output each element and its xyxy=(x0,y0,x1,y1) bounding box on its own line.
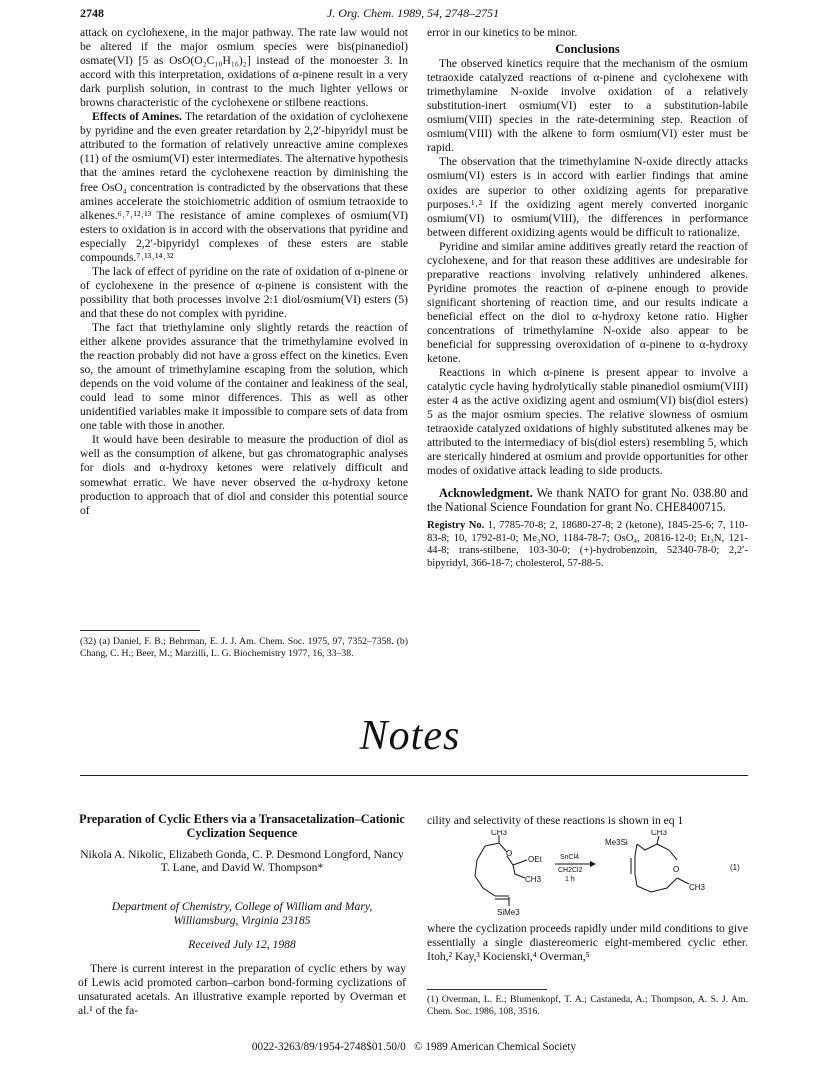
publication-code: 0022-3263/89/1954-2748$01.50/0 xyxy=(251,1041,406,1053)
running-header xyxy=(80,6,746,22)
paragraph-text: 1, 7785-70-8; 2, 18680-27-8; 2 (ketone), 1845-25-6; 7, 110-83-8; 10, 1792-81-0; Me₃NO, 1184-78-7; OsO₄, 20816-12-0; Et₃N, 121-44-8; trans-stilbene, 103-30-0; (+)-hydrobenzoin, 52340-78-0; 2,2′-bipyridyl, 366-18-7; cholesterol, 57-88-5. xyxy=(427,520,748,569)
paragraph: Pyridine and similar amine additives greatly retard the reaction of cyclohexene, and for that reason these additives are undesirable for preparative reactions involving relatively unhindered alkenes. Pyridine promotes the reaction of α-pinene enough to provide significant shortening of reaction time, and our results indicate a beneficial effect on the diol to α-hydroxy ketone ratio. Higher concentrations of trimethylamine N-oxide also appear to be beneficial for suppressing overoxidation of α-pinene to α-hydroxy ketone. xyxy=(427,239,748,366)
paragraph: The fact that triethylamine only slightly retards the reaction of either alkene provides assurance that the trimethylamine evolved in the reaction probably did not have a gross effect on the kinetics. Even so, the amount of trimethylamine escaping from the solution, which depends on the void volume of the container and leakiness of the seal, could lead to some minor differences. This as well as other unidentified variables make it impossible to compare sets of data from one table with those in another. xyxy=(80,320,408,433)
article-title: Preparation of Cyclic Ethers via a Transacetalization–Cationic Cyclization Sequence xyxy=(79,812,405,840)
paragraph: The observed kinetics require that the mechanism of the osmium tetraoxide catalyzed reactions of α-pinene and cyclohexene with trimethylamine N-oxide involve oxidation of a relatively substitution-inert osmium(VI) ester to a substitution-labile osmium(VIII) species in the rate-determining step. Reaction of osmium(VIII) with the alkene to form osmium(VI) ester must be rapid. xyxy=(427,57,748,155)
footnote-rule xyxy=(427,989,547,990)
oet-label: OEt xyxy=(528,855,542,864)
footnote: (32) (a) Daniel, F. B.; Behrman, E. J. J. Am. Chem. Soc. 1975, 97, 7352–7358. (b) Chang, C. H.; Beer, M.; Marzilli, L. G. Biochemistry 1977, 16, 33–38. xyxy=(80,636,408,659)
paragraph: The observation that the trimethylamine N-oxide directly attacks osmium(VI) esters is in accord with earlier findings that amine oxides are superior to other oxidizing agents for preparative purposes.¹˒² If the oxidizing agent merely converted inorganic osmium(VI) to osmium(VIII), the differences in performance between different oxidizing agents would be difficult to rationalize. xyxy=(427,155,748,239)
paragraph-text: We thank NATO for grant No. 038.80 and the National Science Foundation for grant No. CHE8400715. xyxy=(427,485,748,514)
reaction-scheme xyxy=(455,830,755,915)
me3si-label: Me3Si xyxy=(605,838,628,847)
ch3-label: CH3 xyxy=(491,830,508,837)
paragraph: attack on cyclohexene, in the major pathway. The rate law would not be altered if the major osmium species were bis(pinanediol) osmate(VI) [5 as OsO(O₂C₁₀H₁₆)₂] instead of the monoester 3. In accord with this interpretation, oxidations of α-pinene result in a very dark purplish solution, in contrast to the much lighter yellows or browns characteristic of the cyclohexene or stilbene reactions. xyxy=(80,26,408,110)
article-authors: Nikola A. Nikolic, Elizabeth Gonda, C. P. Desmond Longford, Nancy T. Lane, and David W. Thompson* xyxy=(80,848,404,874)
product-structure xyxy=(605,830,706,892)
ch3-label: CH3 xyxy=(525,875,542,884)
reaction-arrow xyxy=(555,854,596,883)
registry-numbers xyxy=(427,520,748,570)
ch3-label: CH3 xyxy=(651,830,668,837)
paragraph: Reactions in which α-pinene is present appear to involve a catalytic cycle having hydrolytically stable pinanediol osmium(VIII) ester 4 as the active oxidizing agent and osmium(VI) bis(diol esters) 5 as the major osmium species. The relative slowness of osmium tetraoxide catalyzed oxidations of highly substituted alkenes may be attributed to the intermediacy of bis(diol esters) resembling 5, which are sterically hindered at osmium and provide opportunities for other modes of oxidative attack leading to side products. xyxy=(427,366,748,478)
article-affiliation: Department of Chemistry, College of William and Mary, Williamsburg, Virginia 23185 xyxy=(111,900,373,927)
oxygen-label: O xyxy=(673,865,680,874)
oxygen-label: O xyxy=(506,849,513,858)
page-number: 2748 xyxy=(80,6,104,20)
paragraph: The lack of effect of pyridine on the rate of oxidation of α-pinene or of cyclohexene in the presence of α-pinene is consistent with the possibility that both processes involve 2:1 diol/osmium(VI) esters (5) and that these do not complex with pyridine. xyxy=(80,264,408,320)
page-footer xyxy=(80,1041,748,1053)
reagent-label: SnCl4 xyxy=(560,854,580,861)
run-in-heading: Effects of Amines. xyxy=(92,110,182,124)
footnote-rule xyxy=(80,630,200,631)
ch3-label: CH3 xyxy=(689,883,706,892)
run-in-heading: Acknowledgment. xyxy=(439,485,533,500)
run-in-heading: Registry No. xyxy=(427,520,485,532)
footnote: (1) Overman, L. E.; Blumenkopf, T. A.; Castaneda, A.; Thompson, A. S. J. Am. Chem. Soc. 1986, 108, 3516. xyxy=(427,994,748,1017)
sime3-label: SiMe3 xyxy=(497,908,520,915)
right-intro-text: cility and selectivity of these reactions is shown in eq 1 xyxy=(427,814,684,827)
paragraph: error in our kinetics to be minor. xyxy=(427,26,578,39)
journal-citation: J. Org. Chem. 1989, 54, 2748–2751 xyxy=(326,6,500,20)
paragraph-text: The retardation of the oxidation of cyclohexene by pyridine and the even greater retardation by 2,2′-bipyridyl must be attributed to the formation of relatively unreactive amine complexes (11) of the osmium(VI) ester intermediates. The alternative hypothesis that the amines retard the cyclohexene reaction by diminishing the free OsO₄ concentration is contradicted by the observations that these amines accelerate the stoichiometric addition of osmium tetraoxide to alkenes.⁶˒⁷˒¹²˒¹³ The resistance of amine complexes of osmium(VI) esters to oxidation is in accord with the observations that pyridine and especially 2,2′-bipyridyl complexes of these esters are stable compounds.⁷˒¹³˒¹⁴˒³² xyxy=(80,110,408,264)
notes-heading: Notes xyxy=(359,713,461,759)
intro-column xyxy=(78,962,406,1018)
left-column xyxy=(80,26,408,518)
right-paragraph: where the cyclization proceeds rapidly under mild conditions to give essentially a single diastereomeric eight-membered cyclic ether. Itoh,² Kay,³ Kocienski,⁴ Overman,⁵ xyxy=(427,922,748,963)
paragraph xyxy=(80,110,408,265)
section-rule xyxy=(80,775,748,776)
reactant-structure xyxy=(475,830,543,915)
acknowledgment xyxy=(427,486,748,515)
solvent-label: CH2Cl2 xyxy=(558,867,583,874)
received-date: Received July 12, 1988 xyxy=(188,938,296,951)
equation-number: (1) xyxy=(730,863,740,872)
time-label: 1 h xyxy=(565,876,575,883)
right-column xyxy=(427,26,748,570)
paragraph: There is current interest in the preparation of cyclic ethers by way of Lewis acid promoted carbon–carbon bond-forming cyclizations of unsaturated acetals. An illustrative example reported by Overman et al.¹ of the fa- xyxy=(78,962,406,1017)
section-heading: Conclusions xyxy=(555,42,620,57)
copyright: © 1989 American Chemical Society xyxy=(414,1041,577,1053)
paragraph: It would have been desirable to measure the production of diol as well as the consumption of alkene, but gas chromatographic analyses for diols and α-hydroxy ketones were relatively difficult and somewhat erratic. We have never observed the α-hydroxy ketone production to approach that of diol and consider this potential source of xyxy=(80,433,408,517)
